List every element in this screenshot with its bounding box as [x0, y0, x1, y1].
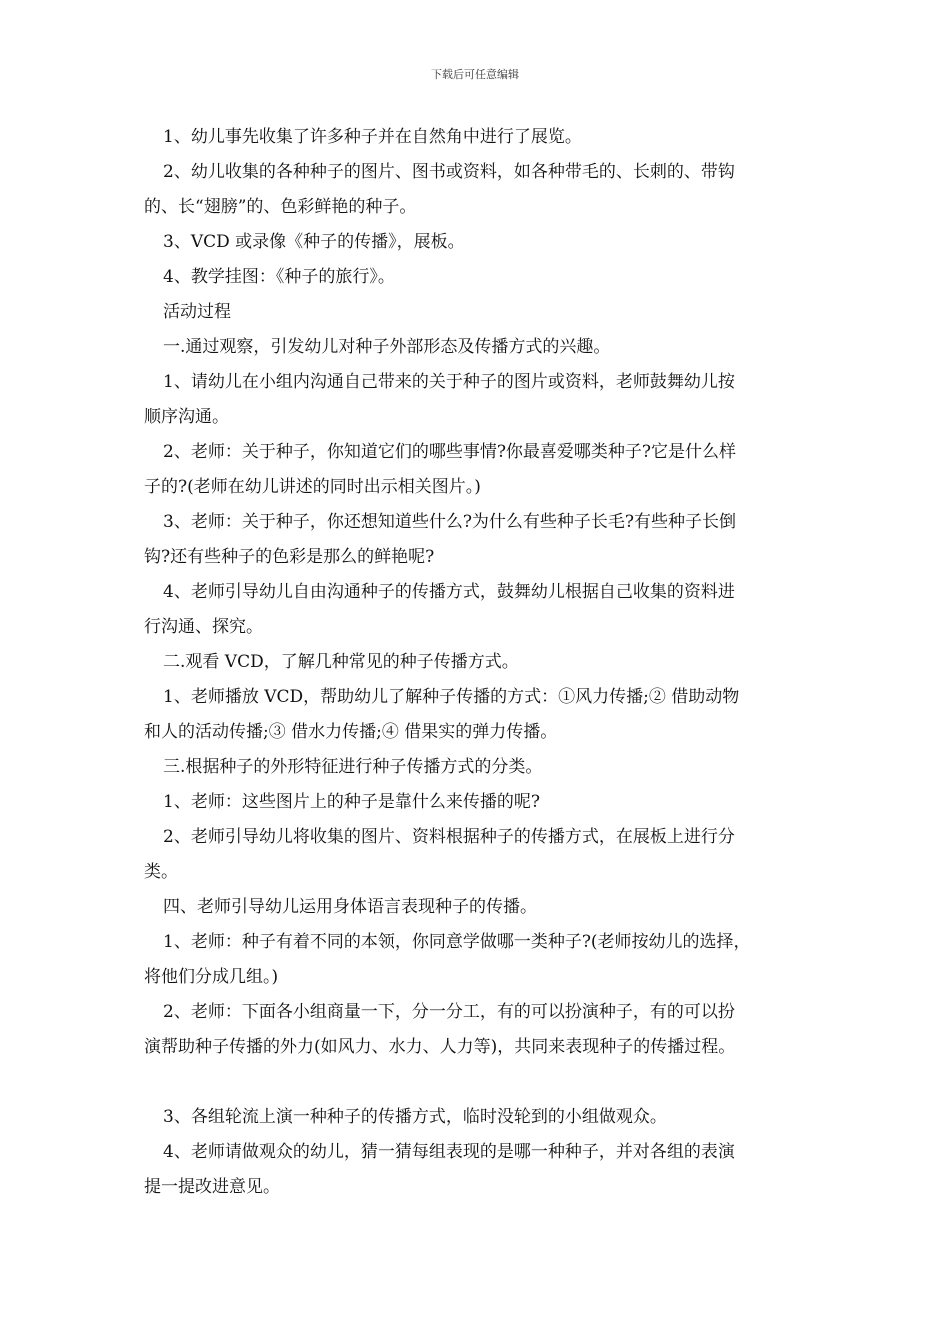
- text-line: 1、幼儿事先收集了许多种子并在自然角中进行了展览。: [163, 127, 582, 147]
- text-line: 4、教学挂图：《种子的旅行》。: [163, 267, 395, 287]
- document-body: [144, 120, 820, 1205]
- text-line: 一.通过观察，引发幼儿对种子外部形态及传播方式的兴趣。: [163, 337, 611, 357]
- text-line: 顺序沟通。: [144, 407, 229, 427]
- text-line: 三.根据种子的外形特征进行种子传播方式的分类。: [163, 757, 543, 777]
- text-line: 3、老师：关于种子，你还想知道些什么?为什么有些种子长毛?有些种子长倒: [163, 512, 737, 532]
- text-line: 演帮助种子传播的外力(如风力、水力、人力等)，共同来表现种子的传播过程。: [144, 1037, 736, 1057]
- text-line: 2、老师：关于种子，你知道它们的哪些事情?你最喜爱哪类种子?它是什么样: [163, 442, 737, 462]
- text-line: 2、幼儿收集的各种种子的图片、图书或资料，如各种带毛的、长刺的、带钩: [163, 162, 735, 182]
- text-line: 的、长“翅膀”的、色彩鲜艳的种子。: [144, 197, 417, 217]
- text-line: 1、老师播放 VCD，帮助幼儿了解种子传播的方式：①风力传播;② 借助动物: [163, 687, 740, 707]
- blank-line: [144, 1065, 820, 1100]
- text-line: 1、老师：这些图片上的种子是靠什么来传播的呢?: [163, 792, 540, 812]
- page-header: 下载后可任意编辑: [431, 68, 519, 81]
- text-line: 1、请幼儿在小组内沟通自己带来的关于种子的图片或资料，老师鼓舞幼儿按: [163, 372, 735, 392]
- text-line: 4、老师请做观众的幼儿，猜一猜每组表现的是哪一种种子，并对各组的表演: [163, 1142, 735, 1162]
- text-line: 3、VCD 或录像《种子的传播》，展板。: [163, 232, 465, 252]
- text-line: 1、老师：种子有着不同的本领，你同意学做哪一类种子?(老师按幼儿的选择，: [163, 932, 751, 952]
- text-line: 行沟通、探究。: [144, 617, 263, 637]
- text-line: 钩?还有些种子的色彩是那么的鲜艳呢?: [144, 547, 435, 567]
- text-line: 4、老师引导幼儿自由沟通种子的传播方式，鼓舞幼儿根据自己收集的资料进: [163, 582, 735, 602]
- text-line: 和人的活动传播;③ 借水力传播;④ 借果实的弹力传播。: [144, 722, 558, 742]
- text-line: 子的?(老师在幼儿讲述的同时出示相关图片。): [144, 477, 481, 497]
- text-line: 活动过程: [163, 302, 231, 322]
- text-line: 类。: [144, 862, 178, 882]
- text-line: 提一提改进意见。: [144, 1177, 280, 1197]
- text-line: 2、老师引导幼儿将收集的图片、资料根据种子的传播方式，在展板上进行分: [163, 827, 735, 847]
- text-line: 二.观看 VCD，了解几种常见的种子传播方式。: [163, 652, 519, 672]
- text-line: 将他们分成几组。): [144, 967, 279, 987]
- text-line: 2、老师：下面各小组商量一下，分一分工，有的可以扮演种子，有的可以扮: [163, 1002, 735, 1022]
- text-line: 四、老师引导幼儿运用身体语言表现种子的传播。: [163, 897, 537, 917]
- text-line: 3、各组轮流上演一种种子的传播方式，临时没轮到的小组做观众。: [163, 1107, 667, 1127]
